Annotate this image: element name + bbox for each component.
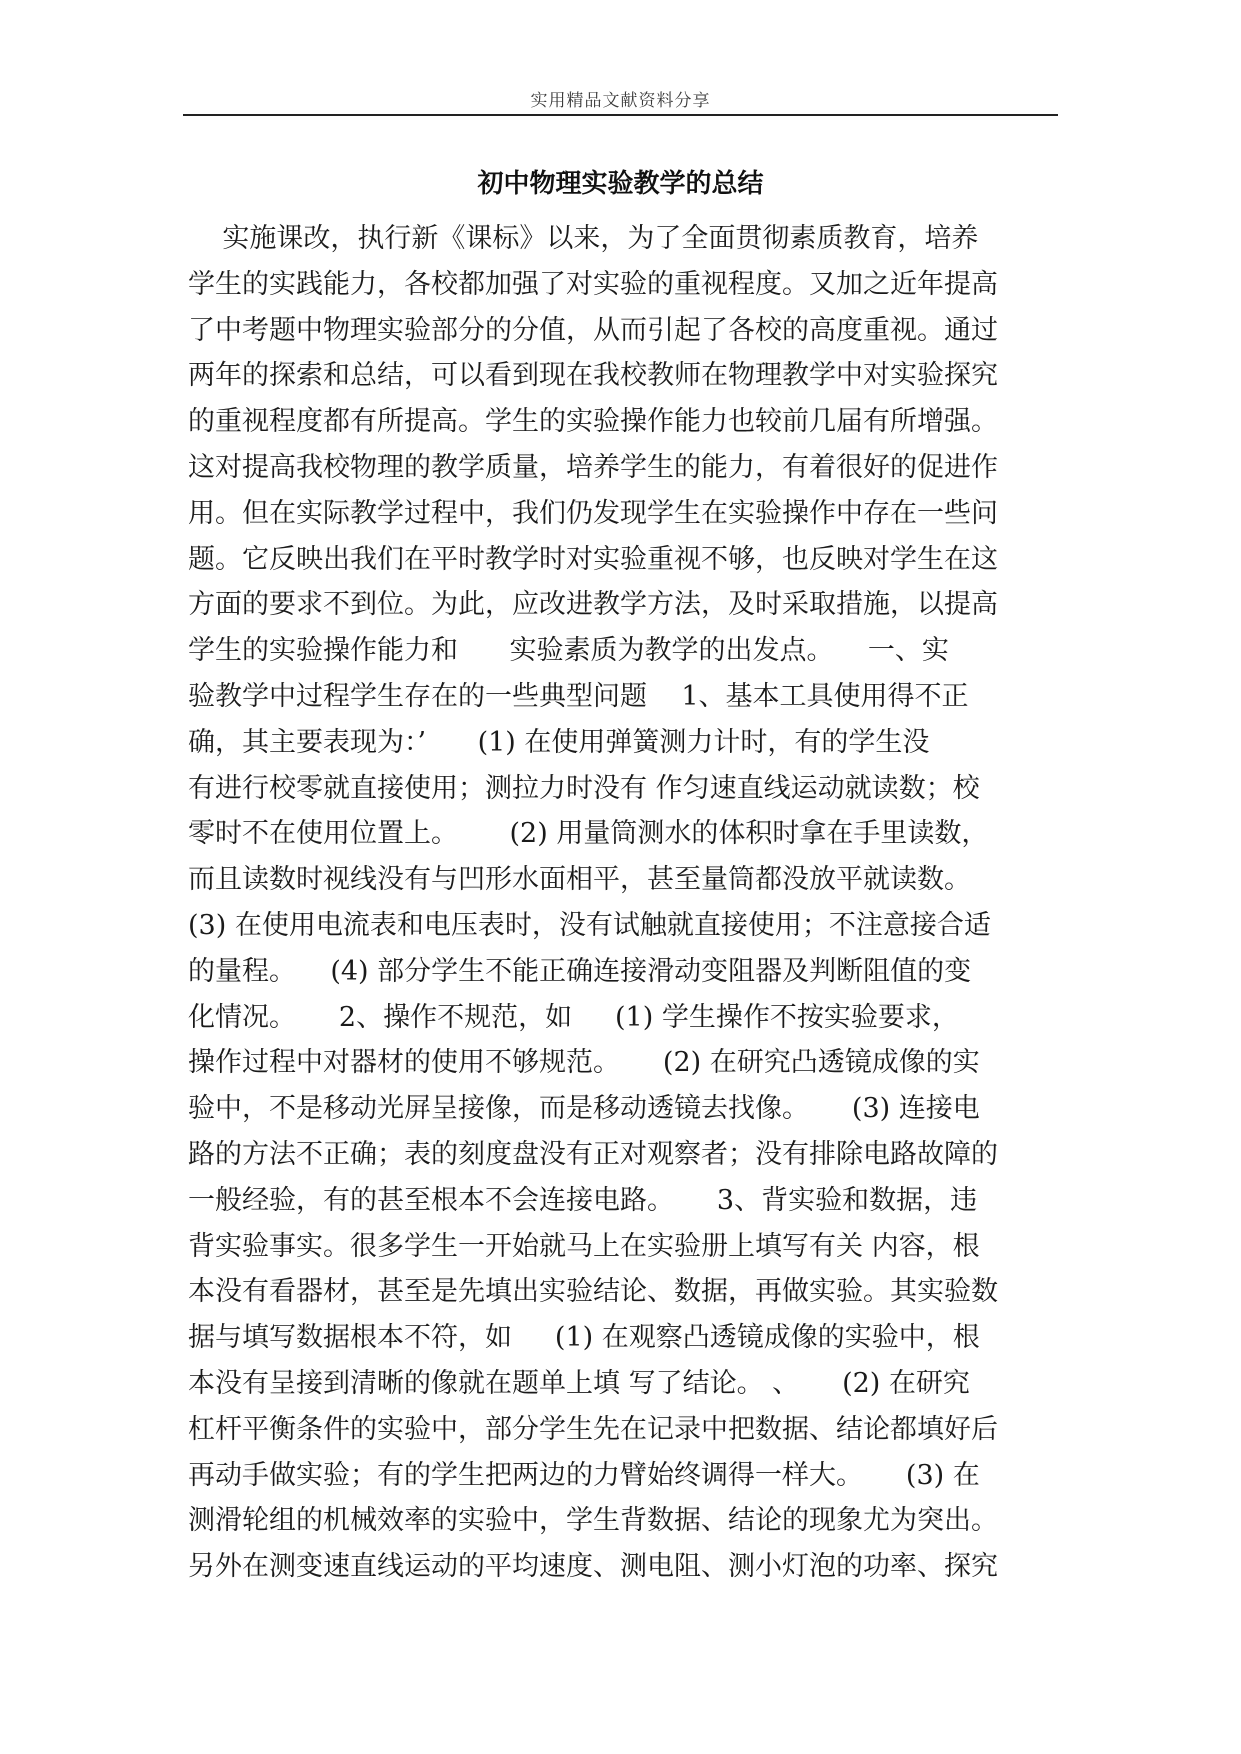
body-line: 方面的要求不到位。为此，应改进教学方法，及时采取措施，以提高 [188,589,998,621]
body-line: 确，其主要表现为：’ (1) 在使用弹簧测力计时，有的学生没 [188,726,930,758]
body-line: 学生的实验操作能力和 实验素质为教学的出发点。 一、实 [188,635,949,667]
body-line: 本没有看器材，甚至是先填出实验结论、数据，再做实验。其实验数 [188,1276,998,1308]
body-line: 据与填写数据根本不符，如 (1) 在观察凸透镜成像的实验中，根 [188,1322,980,1354]
body-line: 验中，不是移动光屏呈接像，而是移动透镜去找像。 (3) 连接电 [188,1093,980,1125]
body-line: 背实验事实。很多学生一开始就马上在实验册上填写有关 内容，根 [188,1230,980,1262]
body-line: 题。它反映出我们在平时教学时对实验重视不够，也反映对学生在这 [188,543,998,575]
body-line: 的量程。 (4) 部分学生不能正确连接滑动变阻器及判断阻值的变 [188,955,972,987]
body-line: 零时不在使用位置上。 (2) 用量筒测水的体积时拿在手里读数， [188,818,989,850]
body-line: (3) 在使用电流表和电压表时，没有试触就直接使用；不注意接合适 [188,909,991,941]
body-line: 而且读数时视线没有与凹形水面相平，甚至量筒都没放平就读数。 [188,864,971,896]
body-line: 实施课改，执行新《课标》以来，为了全面贯彻素质教育，培养 [188,223,979,254]
body-line: 本没有呈接到清晰的像就在题单上填 写了结论。 、 (2) 在研究 [188,1367,970,1399]
running-header: 实用精品文献资料分享 [530,91,711,111]
body-line: 的重视程度都有所提高。学生的实验操作能力也较前几届有所增强。 [188,406,998,438]
body-line: 化情况。 2、操作不规范，如 (1) 学生操作不按实验要求， [188,1001,959,1033]
body-line: 测滑轮组的机械效率的实验中，学生背数据、结论的现象尤为突出。 [188,1505,998,1537]
body-line: 另外在测变速直线运动的平均速度、测电阻、测小灯泡的功率、探究 [188,1551,998,1583]
body-line: 这对提高我校物理的教学质量，培养学生的能力，有着很好的促进作 [188,451,998,483]
body-line: 了中考题中物理实验部分的分值，从而引起了各校的高度重视。通过 [188,314,998,346]
body-line: 路的方法不正确；表的刻度盘没有正对观察者；没有排除电路故障的 [188,1138,998,1170]
body-line: 再动手做实验；有的学生把两边的力臂始终调得一样大。 (3) 在 [188,1459,980,1491]
body-line: 有进行校零就直接使用；测拉力时没有 作匀速直线运动就读数；校 [188,772,980,804]
body-text [188,216,1068,1590]
body-line: 两年的探索和总结，可以看到现在我校教师在物理教学中对实验探究 [188,360,998,392]
body-line: 用。但在实际教学过程中，我们仍发现学生在实验操作中存在一些问 [188,497,998,529]
document-title: 初中物理实验教学的总结 [477,169,764,199]
body-line: 一般经验，有的甚至根本不会连接电路。 3、背实验和数据，违 [188,1184,978,1216]
header-divider [183,114,1058,116]
body-line: 杠杆平衡条件的实验中，部分学生先在记录中把数据、结论都填好后 [188,1413,998,1445]
body-line: 学生的实践能力，各校都加强了对实验的重视程度。又加之近年提高 [188,268,998,300]
body-line: 验教学中过程学生存在的一些典型问题 1、基本工具使用得不正 [188,680,969,712]
body-line: 操作过程中对器材的使用不够规范。 (2) 在研究凸透镜成像的实 [188,1047,980,1079]
